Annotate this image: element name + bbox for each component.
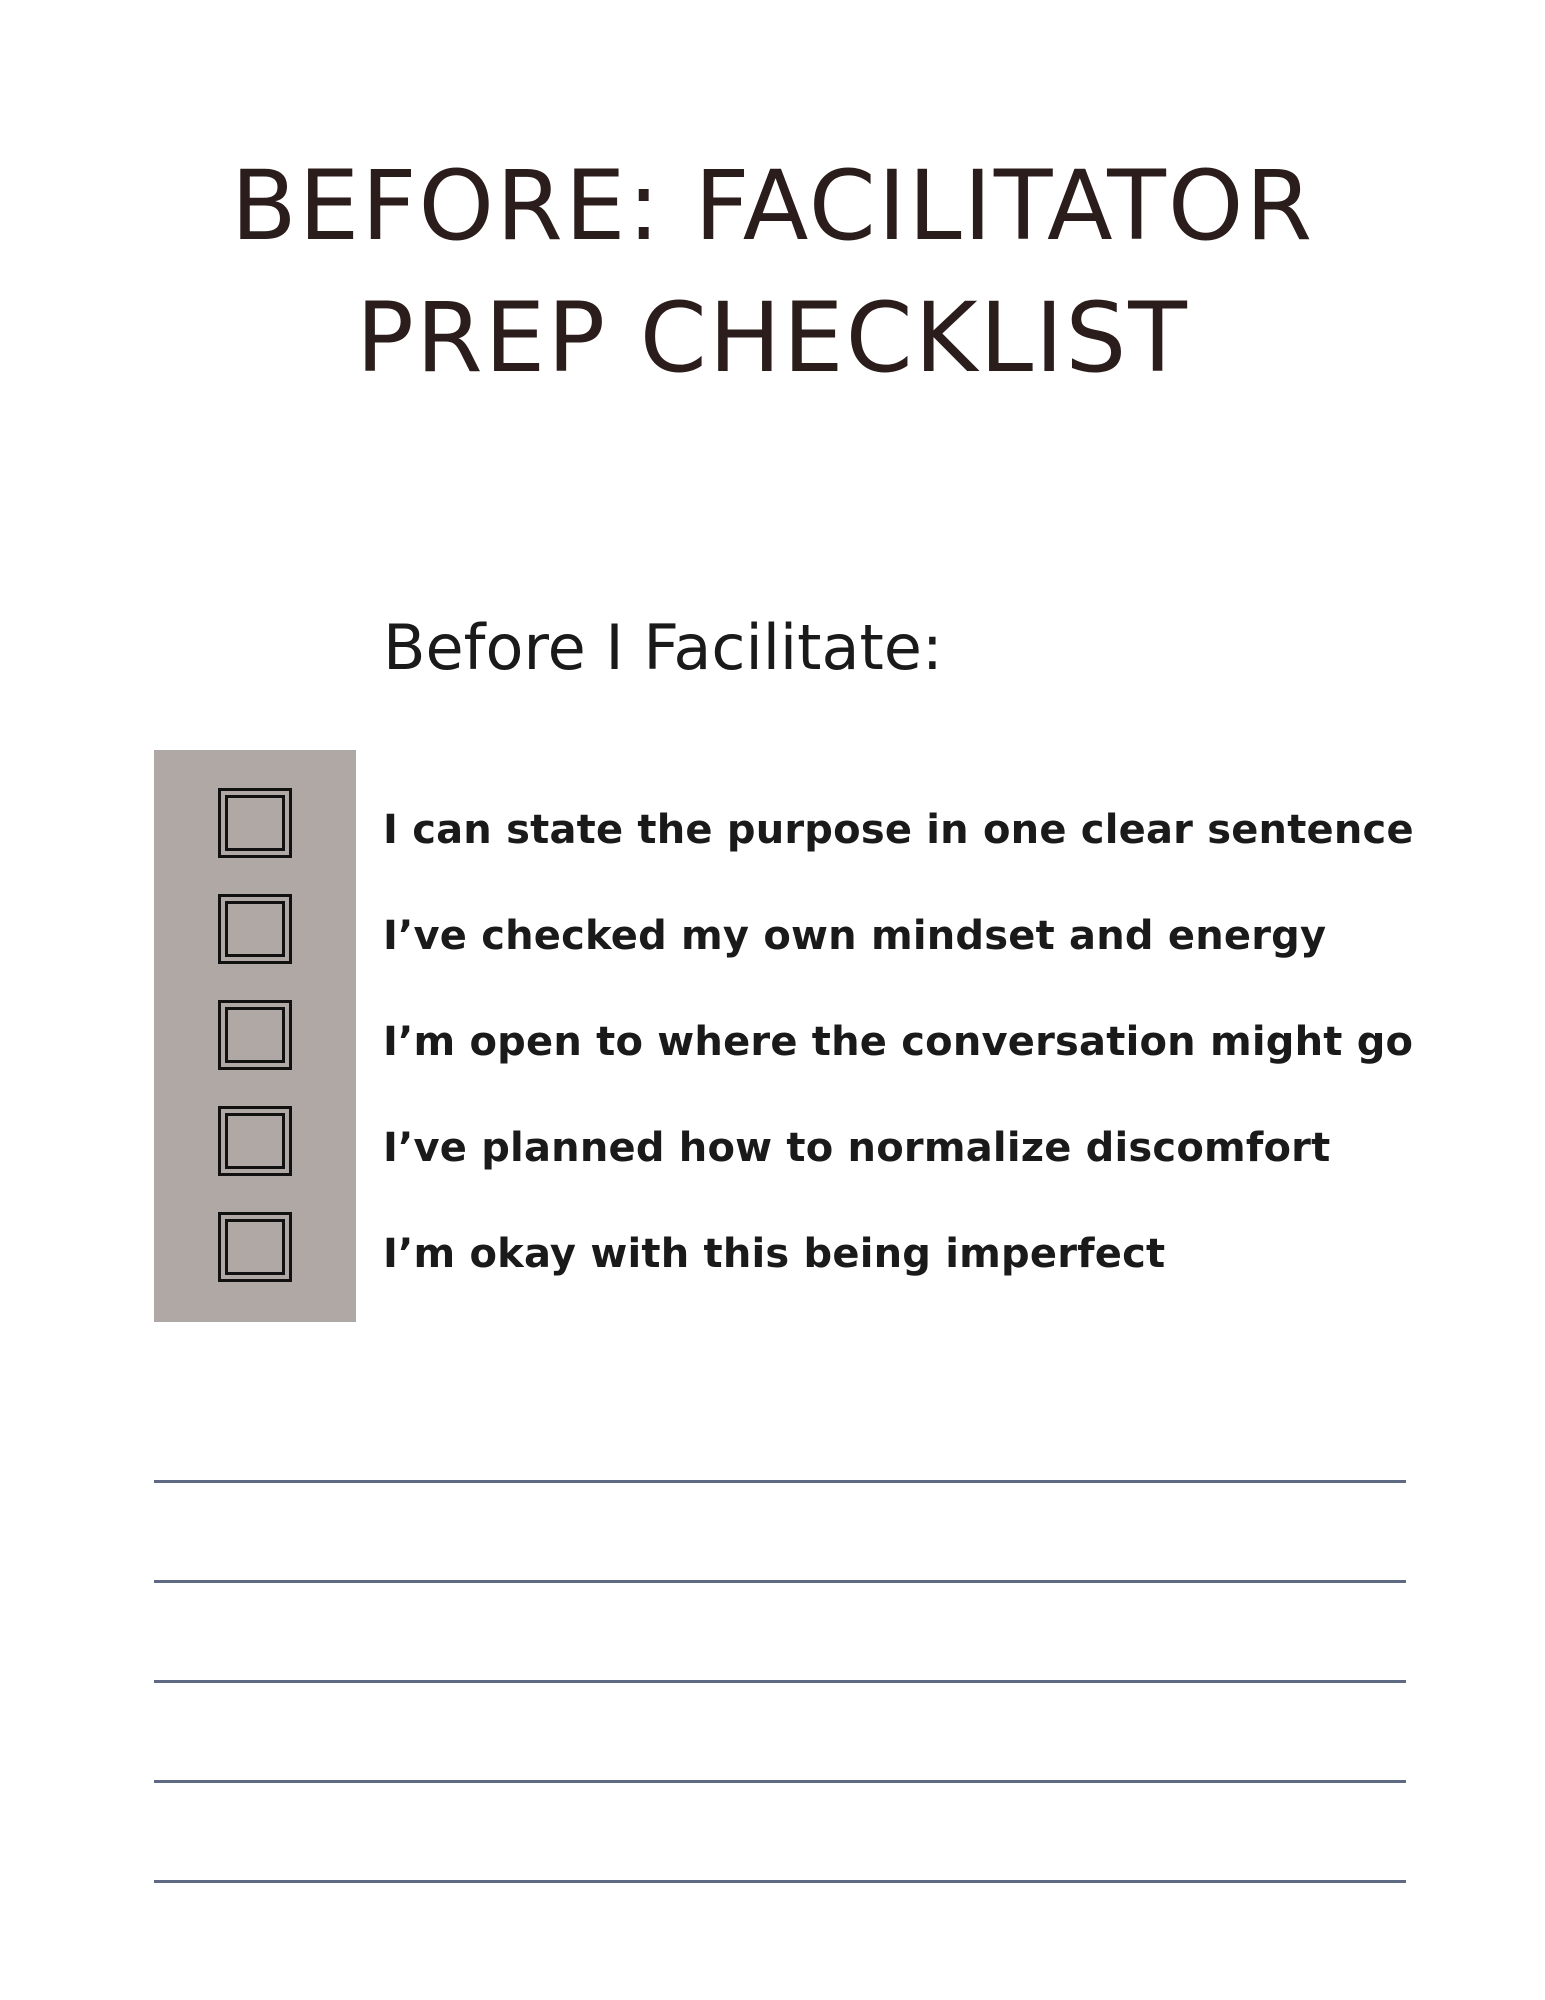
checkbox-2[interactable] [218,894,292,964]
checkbox-4[interactable] [218,1106,292,1176]
checkbox-1[interactable] [218,788,292,858]
checklist-item-label: I’m okay with this being imperfect [383,1231,1166,1277]
checklist-item-label: I’m open to where the conversation might go [383,1019,1414,1065]
checklist-item-label: I’ve planned how to normalize discomfort [383,1125,1331,1171]
checklist-item-label: I can state the purpose in one clear sentence [383,807,1414,853]
writing-line-2[interactable] [154,1580,1406,1583]
writing-line-5[interactable] [154,1880,1406,1883]
checklist-item-label: I’ve checked my own mindset and energy [383,913,1327,959]
writing-line-1[interactable] [154,1480,1406,1483]
page-title [0,140,1545,404]
checklist [383,790,1414,1320]
section-heading: Before I Facilitate: [383,611,943,684]
checkbox-3[interactable] [218,1000,292,1070]
writing-line-4[interactable] [154,1780,1406,1783]
checkbox-column [154,750,356,1322]
writing-line-3[interactable] [154,1680,1406,1683]
page-title-line-2: PREP CHECKLIST [356,282,1189,394]
checkbox-5[interactable] [218,1212,292,1282]
page-title-line-1: BEFORE: FACILITATOR [230,150,1315,262]
